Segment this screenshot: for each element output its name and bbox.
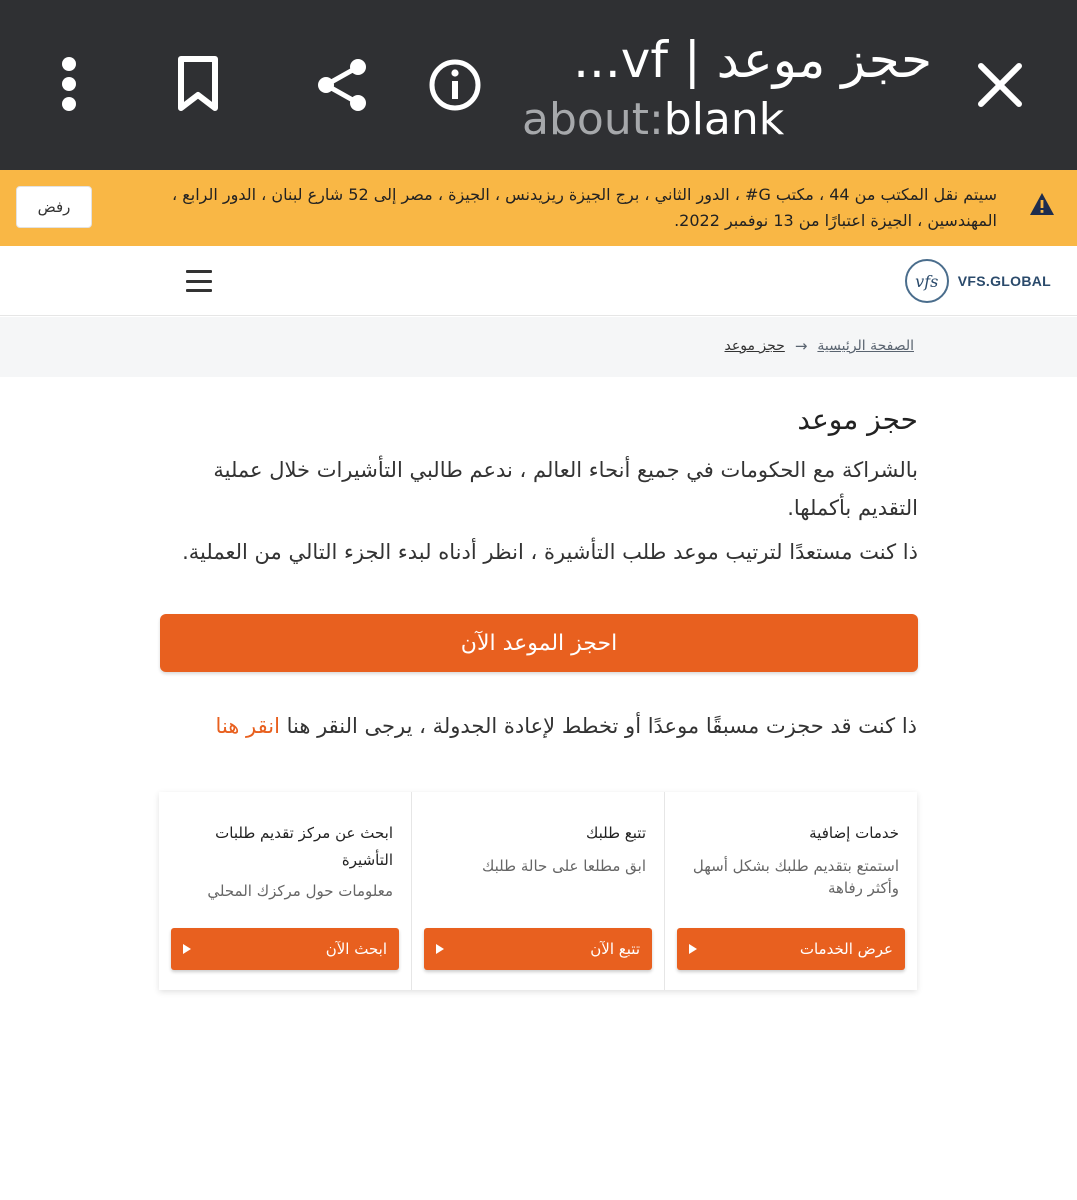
- search-now-button[interactable]: [171, 928, 399, 970]
- play-arrow-icon: [183, 944, 191, 954]
- button-label: عرض الخدمات: [799, 940, 893, 958]
- site-header: [0, 246, 1077, 316]
- breadcrumb-home-link[interactable]: الصفحة الرئيسية: [817, 338, 914, 354]
- track-now-button[interactable]: [424, 928, 652, 970]
- service-cards: [159, 792, 917, 990]
- card-find-centre: [159, 792, 411, 990]
- url-scheme: about:: [522, 94, 664, 145]
- play-arrow-icon: [689, 944, 697, 954]
- button-label: تتبع الآن: [590, 940, 640, 958]
- more-vert-icon[interactable]: [50, 54, 88, 114]
- next-step-paragraph: ذا كنت مستعدًا لترتيب موعد طلب التأشيرة ، انظر أدناه لبدء الجزء التالي من العملية.: [182, 540, 918, 564]
- relocation-notice-banner: [0, 170, 1077, 246]
- browser-tab-title: حجز موعد | vf...: [573, 31, 932, 89]
- breadcrumb: [725, 337, 914, 355]
- share-icon[interactable]: [310, 54, 374, 116]
- browser-url[interactable]: [522, 92, 784, 148]
- info-icon[interactable]: [426, 56, 484, 114]
- browser-toolbar: [0, 0, 1077, 170]
- card-track-application: [411, 792, 664, 990]
- card-title: تتبع طلبك: [585, 824, 646, 842]
- reschedule-text: [216, 706, 917, 746]
- main-content: [160, 395, 918, 571]
- breadcrumb-bar: [0, 317, 1077, 377]
- card-description: معلومات حول مركزك المحلي: [207, 882, 393, 900]
- page-title: حجز موعد: [797, 403, 918, 436]
- bookmark-icon[interactable]: [172, 54, 224, 114]
- reschedule-label: ذا كنت قد حجزت مسبقًا موعدًا أو تخطط لإعادة الجدولة ، يرجى النقر هنا: [286, 714, 917, 738]
- warning-icon: [1029, 192, 1055, 220]
- url-path: blank: [663, 94, 785, 145]
- button-label: ابحث الآن: [325, 940, 387, 958]
- click-here-link[interactable]: انقر هنا: [215, 714, 280, 738]
- breadcrumb-current[interactable]: حجز موعد: [724, 338, 785, 354]
- hamburger-menu-icon[interactable]: [186, 270, 212, 292]
- card-description: ابق مطلعا على حالة طلبك: [482, 857, 646, 875]
- card-description: استمتع بتقديم طلبك بشكل أسهل وأكثر رفاهة: [692, 857, 899, 897]
- logo-text: VFS.GLOBAL: [957, 273, 1051, 289]
- view-services-button[interactable]: [677, 928, 905, 970]
- vfs-logo[interactable]: [905, 259, 1051, 303]
- close-icon[interactable]: [973, 58, 1027, 112]
- intro-paragraph: بالشراكة مع الحكومات في جميع أنحاء العالم ، ندعم طالبي التأشيرات خلال عملية التقديم بأكملها.: [213, 458, 918, 520]
- notice-text: سيتم نقل المكتب من 44 ، مكتب G# ، الدور الثاني ، برج الجيزة ريزيدنس ، الجيزة ، مصر إلى 52 شارع لبنان ، الدور الرابع ، المهندسين ، الجيزة اعتبارًا من 13 نوفمبر 2022.: [171, 185, 997, 230]
- card-title: ابحث عن مركز تقديم طلبات التأشيرة: [215, 824, 393, 869]
- breadcrumb-arrow-icon: →: [794, 337, 808, 355]
- play-arrow-icon: [436, 944, 444, 954]
- card-additional-services: [664, 792, 917, 990]
- card-title: خدمات إضافية: [809, 824, 899, 842]
- logo-mark: vfs: [905, 259, 949, 303]
- book-appointment-button[interactable]: احجز الموعد الآن: [160, 614, 918, 672]
- dismiss-button[interactable]: رفض: [16, 186, 92, 228]
